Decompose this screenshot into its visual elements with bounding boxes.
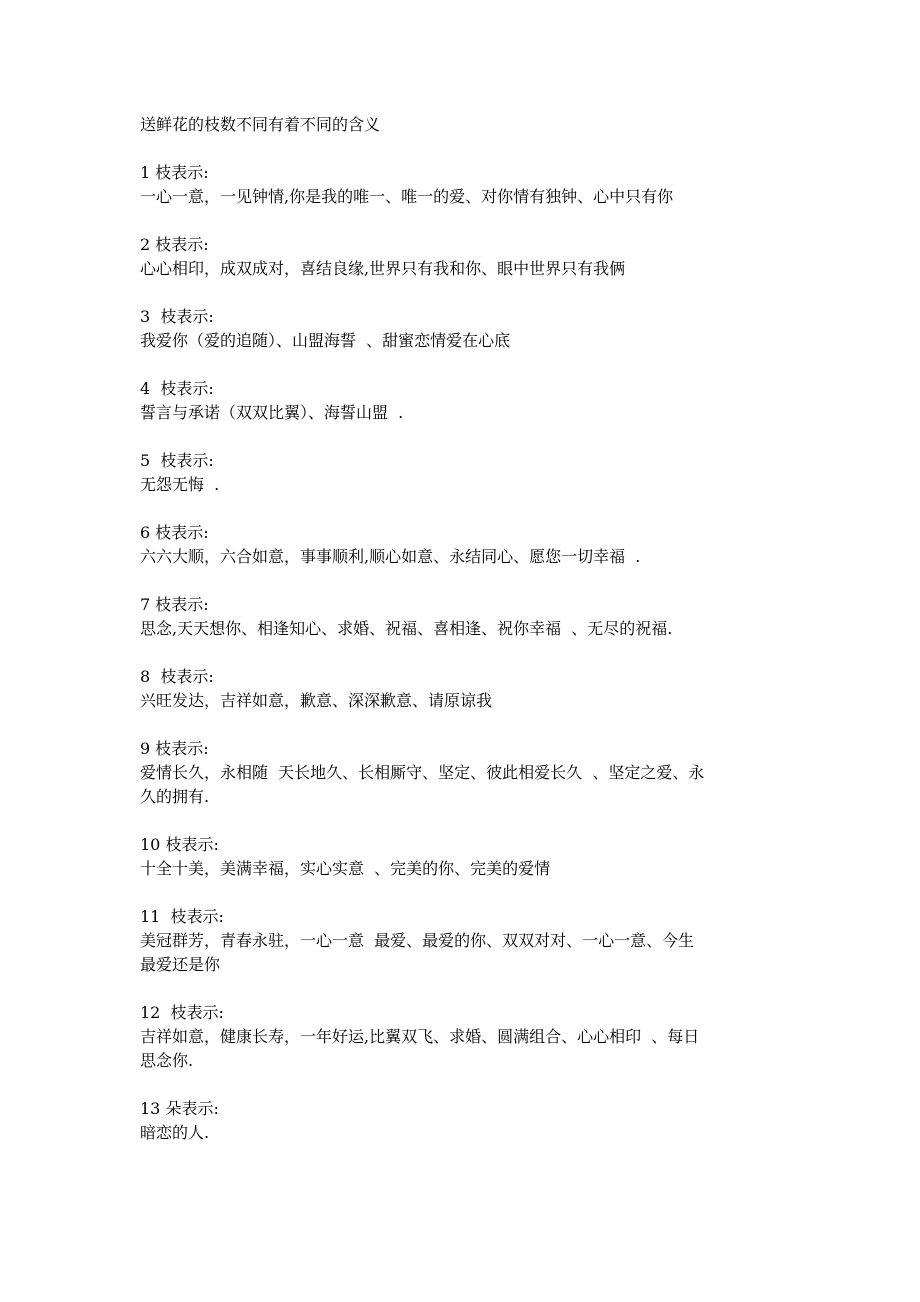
entry-text: 无怨无悔 . xyxy=(140,475,220,494)
entry-13 xyxy=(140,1097,800,1145)
entry-1 xyxy=(140,161,800,209)
entry-heading: 11 枝表示: xyxy=(140,907,224,926)
entry-text: 兴旺发达，吉祥如意，歉意、深深歉意、请原谅我 xyxy=(140,691,493,710)
entry-text: 誓言与承诺（双双比翼）、海誓山盟 . xyxy=(140,403,404,422)
entry-12 xyxy=(140,1001,800,1073)
entry-heading: 6 枝表示: xyxy=(140,523,209,542)
entry-heading: 4 枝表示: xyxy=(140,379,214,398)
entry-text: 一心一意，一见钟情,你是我的唯一、唯一的爱、对你情有独钟、心中只有你 xyxy=(140,187,674,206)
entry-text: 十全十美，美满幸福，实心实意 、完美的你、完美的爱情 xyxy=(140,859,551,878)
entry-heading: 8 枝表示: xyxy=(140,667,214,686)
entry-text: 思念你. xyxy=(140,1051,194,1070)
entry-heading: 13 朵表示: xyxy=(140,1099,219,1118)
entry-heading: 10 枝表示: xyxy=(140,835,219,854)
entry-heading: 5 枝表示: xyxy=(140,451,214,470)
entry-2 xyxy=(140,233,800,281)
entry-3 xyxy=(140,305,800,353)
entry-7 xyxy=(140,593,800,641)
entry-heading: 7 枝表示: xyxy=(140,595,209,614)
entry-text: 久的拥有. xyxy=(140,787,210,806)
entry-text: 爱情长久，永相随 天长地久、长相厮守、坚定、彼此相爱长久 、坚定之爱、永 xyxy=(140,763,705,782)
entry-heading: 12 枝表示: xyxy=(140,1003,224,1022)
entry-text: 六六大顺，六合如意，事事顺利,顺心如意、永结同心、愿您一切幸福 . xyxy=(140,547,641,566)
entry-text: 心心相印，成双成对，喜结良缘,世界只有我和你、眼中世界只有我俩 xyxy=(140,259,626,278)
document-page xyxy=(140,113,800,1169)
entry-4 xyxy=(140,377,800,425)
document-title: 送鲜花的枝数不同有着不同的含义 xyxy=(140,115,381,134)
entry-8 xyxy=(140,665,800,713)
entry-heading: 1 枝表示: xyxy=(140,163,209,182)
entry-10 xyxy=(140,833,800,881)
entry-9 xyxy=(140,737,800,809)
entry-5 xyxy=(140,449,800,497)
entry-heading: 9 枝表示: xyxy=(140,739,209,758)
entry-text: 思念,天天想你、相逢知心、求婚、祝福、喜相逢、祝你幸福 、无尽的祝福. xyxy=(140,619,673,638)
entry-text: 吉祥如意，健康长寿，一年好运,比翼双飞、求婚、圆满组合、心心相印 、每日 xyxy=(140,1027,700,1046)
entry-6 xyxy=(140,521,800,569)
entry-heading: 3 枝表示: xyxy=(140,307,214,326)
entry-11 xyxy=(140,905,800,977)
entry-text: 暗恋的人. xyxy=(140,1123,210,1142)
entry-text: 美冠群芳，青春永驻，一心一意 最爱、最爱的你、双双对对、一心一意、今生 xyxy=(140,931,695,950)
entry-text: 最爱还是你 xyxy=(140,955,221,974)
entry-text: 我爱你（爱的追随）、山盟海誓 、甜蜜恋情爱在心底 xyxy=(140,331,511,350)
entry-heading: 2 枝表示: xyxy=(140,235,209,254)
